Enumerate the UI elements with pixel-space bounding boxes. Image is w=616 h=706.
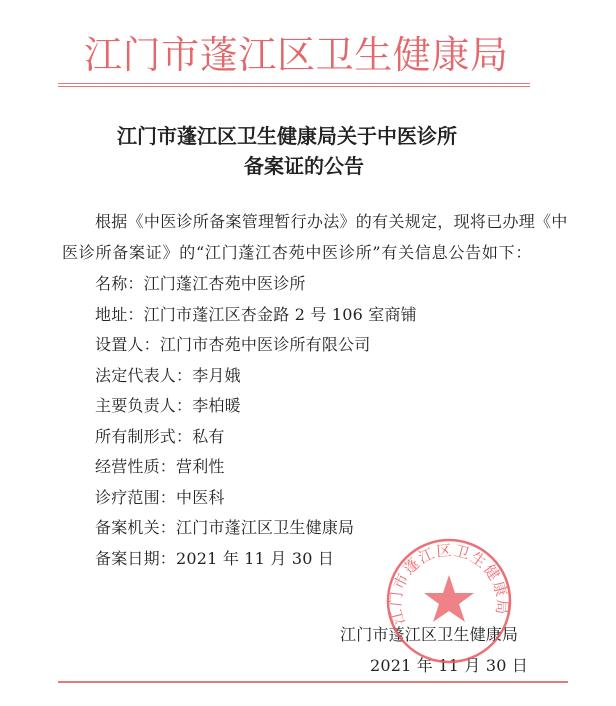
field-value: 李柏暖 — [192, 396, 241, 415]
intro-line2: 医诊所备案证》的“江门蓬江杏苑中医诊所”有关信息公告如下： — [62, 243, 533, 262]
field-label: 主要负责人： — [95, 396, 193, 415]
field-row — [95, 457, 225, 477]
field-row — [95, 396, 241, 416]
intro-line1: 根据《中医诊所备案管理暂行办法》的有关规定，现将已办理《中 — [95, 212, 568, 231]
field-row — [95, 274, 306, 294]
doc-title-line1: 江门市蓬江区卫生健康局关于中医诊所 — [117, 124, 457, 148]
field-label: 备案机关： — [95, 518, 177, 537]
field-value: 营利性 — [176, 457, 225, 476]
field-label: 名称： — [95, 274, 144, 293]
star-icon — [424, 575, 474, 622]
field-row — [95, 366, 241, 386]
field-value: 2021 年 11 月 30 日 — [176, 548, 335, 568]
field-row — [95, 549, 334, 569]
field-value: 江门市杏苑中医诊所有限公司 — [159, 335, 371, 354]
field-label: 设置人： — [95, 335, 160, 354]
signature-date: 2021 年 11 月 30 日 — [370, 656, 529, 675]
field-value: 中医科 — [176, 487, 225, 507]
field-row — [95, 518, 354, 538]
field-value: 江门蓬江杏苑中医诊所 — [143, 274, 306, 293]
org-header: 江门市蓬江区卫生健康局 — [84, 33, 509, 77]
field-label: 备案日期： — [95, 548, 177, 568]
field-row — [95, 488, 225, 508]
field-label: 法定代表人： — [95, 365, 193, 385]
official-seal — [385, 537, 513, 665]
header-divider-thin — [58, 86, 530, 87]
field-label: 地址： — [95, 304, 144, 324]
field-row — [95, 427, 225, 447]
field-row — [95, 305, 417, 325]
field-value: 江门市蓬江区卫生健康局 — [176, 518, 355, 537]
doc-title-line2: 备案证的公告 — [244, 154, 364, 178]
footer-divider — [58, 681, 568, 683]
field-value: 李月娥 — [192, 365, 241, 385]
field-row — [95, 335, 370, 355]
header-divider — [58, 83, 530, 84]
field-label: 经营性质： — [95, 457, 177, 476]
signature-org: 江门市蓬江区卫生健康局 — [340, 625, 519, 644]
field-value: 私有 — [192, 426, 225, 446]
seal-text: 江门市蓬江区卫生健康局 — [386, 541, 512, 627]
field-value: 江门市蓬江区杏金路 2 号 106 室商铺 — [143, 304, 417, 324]
field-label: 诊疗范围： — [95, 487, 177, 507]
field-label: 所有制形式： — [95, 426, 193, 446]
